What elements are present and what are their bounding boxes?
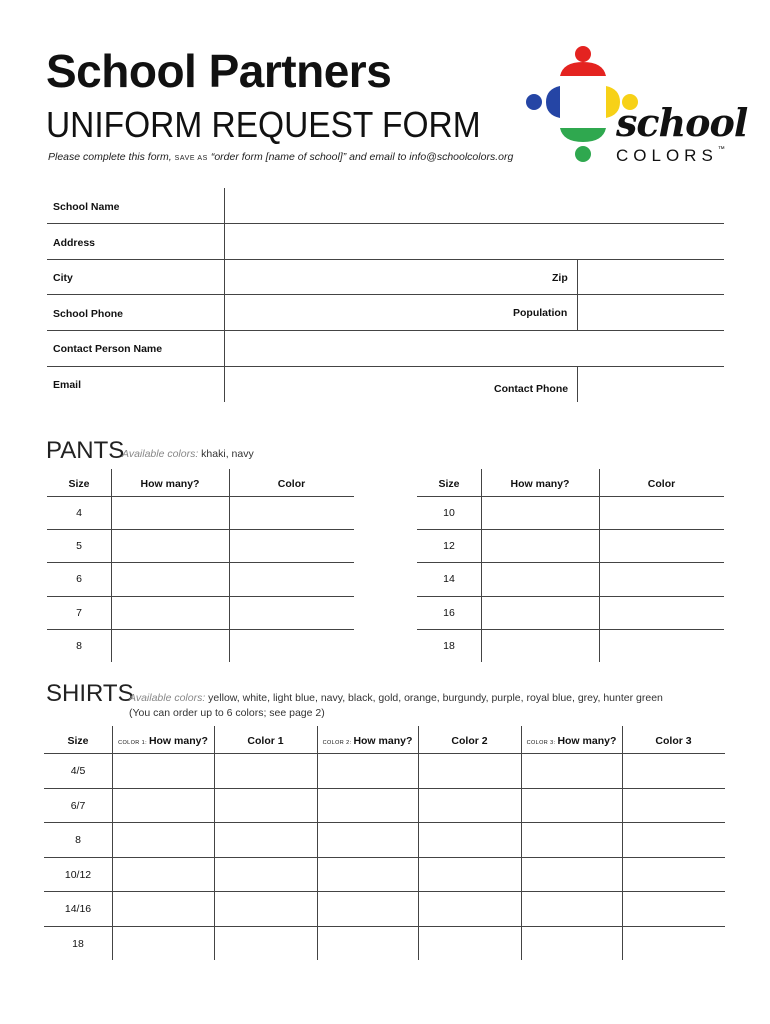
address-field[interactable] [226, 225, 723, 258]
pants-how-many-field[interactable] [113, 564, 227, 593]
shirts-color-field[interactable] [216, 824, 315, 855]
pants-size-header: Size [68, 478, 90, 490]
shirts-color3-header: Color 3 [655, 735, 692, 747]
email-field[interactable] [226, 368, 486, 401]
pants-color-header: Color [277, 478, 306, 490]
shirts-color-field[interactable] [624, 824, 723, 855]
city-field[interactable] [226, 261, 546, 293]
shirts-color-field[interactable] [420, 824, 519, 855]
shirts-how-many-field[interactable] [114, 928, 212, 959]
shirts-color3-how-many-header [521, 735, 622, 747]
shirts-color-field[interactable] [216, 859, 315, 890]
shirts-available-colors: Available colors: yellow, white, light blue, navy, black, gold, orange, burgundy, purple, royal blue, grey, hunter green [129, 692, 663, 704]
shirts-how-many-field[interactable] [523, 859, 620, 890]
shirts-heading: SHIRTS [46, 680, 134, 707]
how-many-label: How many? [557, 735, 617, 747]
shirts-size-value: 8 [75, 834, 81, 846]
pants-size-value: 5 [76, 540, 82, 553]
pants-size-value: 10 [443, 507, 455, 519]
pants-how-many-header: How many? [140, 478, 200, 490]
pants-size-value: 18 [443, 639, 455, 652]
zip-label: Zip [552, 272, 568, 284]
pants-color-field[interactable] [601, 631, 722, 660]
shirts-how-many-field[interactable] [523, 893, 620, 924]
logo-colors-text: COLORS™ [616, 146, 730, 165]
pants-size-value: 6 [76, 573, 82, 586]
shirts-color-field[interactable] [624, 859, 723, 890]
how-many-label: How many? [148, 735, 208, 747]
school-phone-field[interactable] [226, 296, 506, 329]
pants-how-many-field[interactable] [113, 598, 227, 627]
shirts-how-many-field[interactable] [319, 859, 416, 890]
shirts-color-field[interactable] [216, 893, 315, 924]
zip-field[interactable] [579, 261, 723, 293]
shirts-how-many-field[interactable] [114, 824, 212, 855]
shirts-size-value: 18 [72, 937, 84, 950]
shirts-color-field[interactable] [420, 755, 519, 786]
shirts-color-field[interactable] [420, 790, 519, 821]
population-label: Population [513, 307, 568, 319]
pants-size-value: 14 [443, 573, 455, 586]
shirts-color1-small-label: COLOR 1: [118, 740, 149, 746]
pants-color-field[interactable] [601, 564, 722, 593]
pants-how-many-field[interactable] [483, 564, 597, 593]
pants-color-field[interactable] [231, 531, 352, 560]
shirts-how-many-field[interactable] [523, 755, 620, 786]
population-field[interactable] [579, 296, 723, 329]
shirts-color-field[interactable] [216, 755, 315, 786]
shirts-how-many-field[interactable] [114, 859, 212, 890]
shirts-color-field[interactable] [624, 790, 723, 821]
shirts-color1-header: Color 1 [247, 735, 284, 747]
pants-how-many-field[interactable] [113, 531, 227, 560]
table-rule [44, 857, 725, 858]
pants-color-field[interactable] [231, 598, 352, 627]
shirts-color1-how-many-header [112, 735, 214, 747]
shirts-color-field[interactable] [420, 928, 519, 959]
pants-size-value: 12 [443, 540, 455, 553]
shirts-color-field[interactable] [216, 928, 315, 959]
table-rule [44, 753, 725, 754]
shirts-how-many-field[interactable] [523, 790, 620, 821]
pants-size-value: 8 [76, 639, 82, 652]
pants-size-value: 16 [443, 606, 455, 619]
shirts-size-value: 4/5 [70, 765, 86, 777]
instructions-post: “order form [name of school]” and email to info@schoolcolors.org [207, 151, 514, 163]
pants-color-field[interactable] [231, 498, 352, 527]
pants-how-many-field[interactable] [483, 598, 597, 627]
contact-person-name-label: Contact Person Name [53, 343, 163, 355]
shirts-size-value: 14/16 [64, 903, 92, 915]
shirts-how-many-field[interactable] [319, 755, 416, 786]
shirts-how-many-field[interactable] [523, 928, 620, 959]
shirts-how-many-field[interactable] [319, 893, 416, 924]
logo-word: school [616, 100, 748, 145]
shirts-color-field[interactable] [624, 893, 723, 924]
pants-how-many-field[interactable] [483, 531, 597, 560]
address-label: Address [53, 237, 96, 249]
shirts-how-many-field[interactable] [319, 790, 416, 821]
school-phone-label: School Phone [53, 308, 124, 320]
table-rule [44, 926, 725, 927]
pants-color-field[interactable] [231, 631, 352, 660]
pants-how-many-field[interactable] [483, 498, 597, 527]
shirts-how-many-field[interactable] [523, 824, 620, 855]
contact-phone-field[interactable] [579, 368, 723, 401]
pants-how-many-field[interactable] [483, 631, 597, 660]
table-rule [44, 788, 725, 789]
shirts-color2-small-label: COLOR 2: [322, 740, 354, 746]
pants-color-field[interactable] [601, 531, 722, 560]
pants-color-header: Color [647, 478, 676, 490]
pants-size-header: Size [438, 478, 460, 490]
shirts-color3-small-label: COLOR 3: [526, 740, 558, 746]
shirts-color-field[interactable] [624, 928, 723, 959]
pants-available-colors: Available colors: khaki, navy [122, 448, 254, 460]
shirts-how-many-field[interactable] [114, 755, 212, 786]
pants-size-value: 7 [76, 606, 82, 619]
shirts-size-value: 10/12 [64, 868, 92, 881]
shirts-color2-how-many-header [317, 735, 418, 747]
table-rule [44, 891, 725, 892]
pants-color-field[interactable] [601, 498, 722, 527]
shirts-color-field[interactable] [216, 790, 315, 821]
instructions-pre: Please complete this form, [48, 151, 175, 163]
shirts-how-many-field[interactable] [319, 824, 416, 855]
page-title: School Partners [46, 45, 392, 97]
pants-how-many-field[interactable] [113, 631, 227, 660]
pants-color-field[interactable] [601, 598, 722, 627]
shirts-how-many-field[interactable] [114, 893, 212, 924]
contact-person-name-field[interactable] [226, 332, 723, 365]
pants-color-field[interactable] [231, 564, 352, 593]
school-name-label: School Name [53, 201, 120, 213]
school-name-field[interactable] [226, 190, 723, 222]
pants-heading: PANTS [46, 437, 125, 464]
pants-size-value: 4 [76, 507, 82, 519]
shirts-color-field[interactable] [624, 755, 723, 786]
table-rule [44, 822, 725, 823]
shirts-color2-header: Color 2 [451, 735, 488, 747]
pants-how-many-field[interactable] [113, 498, 227, 527]
form-subtitle: UNIFORM REQUEST FORM [46, 104, 481, 145]
shirts-color-field[interactable] [420, 893, 519, 924]
city-label: City [53, 272, 73, 284]
shirts-note: (You can order up to 6 colors; see page 2) [129, 707, 325, 719]
shirts-size-value: 6/7 [70, 799, 86, 812]
shirts-how-many-field[interactable] [319, 928, 416, 959]
instructions-save-as: SAVE AS [174, 155, 208, 162]
form-instructions [48, 151, 513, 163]
shirts-how-many-field[interactable] [114, 790, 212, 821]
shirts-size-header: Size [67, 735, 89, 747]
pants-how-many-header: How many? [510, 478, 570, 490]
email-label: Email [53, 379, 82, 391]
shirts-color-field[interactable] [420, 859, 519, 890]
how-many-label: How many? [353, 735, 413, 747]
contact-phone-label: Contact Phone [494, 383, 569, 395]
